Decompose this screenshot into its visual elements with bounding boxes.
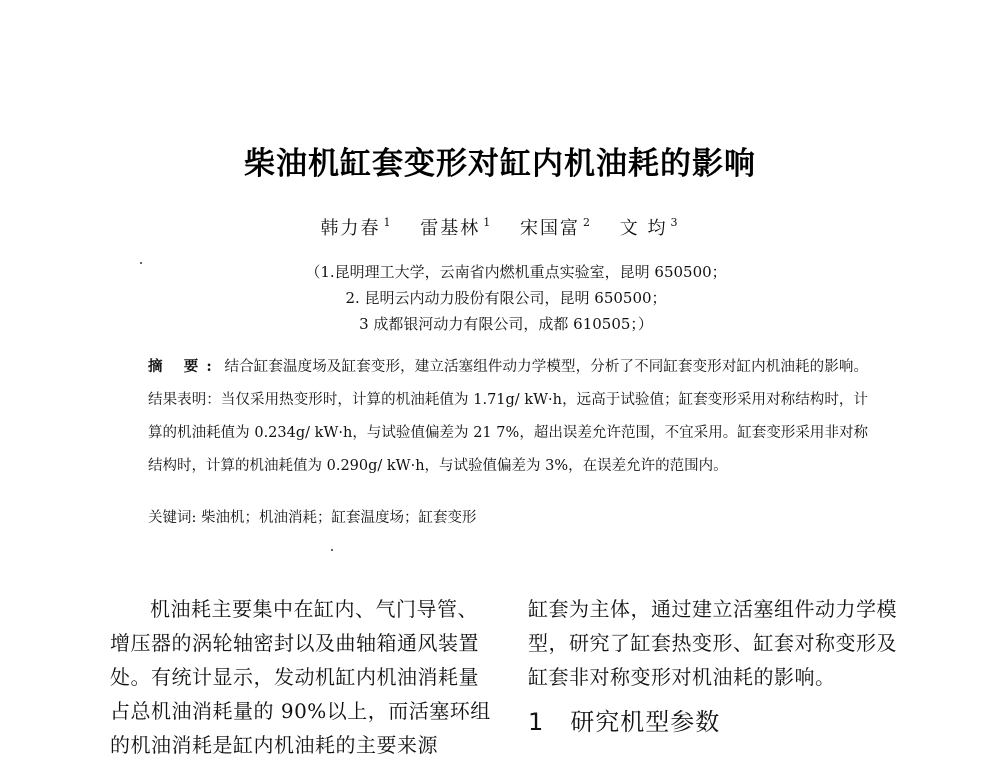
keywords <box>148 506 868 527</box>
author-affil-marker: 3 <box>670 216 680 229</box>
author-name: 韩力春 <box>320 218 381 239</box>
abstract-text: 结合缸套温度场及缸套变形，建立活塞组件动力学模型，分析了不同缸套变形对缸内机油耗的影响。结果表明：当仅采用热变形时，计算的机油耗值为 1.71g/ kW·h，远高于试验值；缸套变形采用对称结构时，计算的机油耗值为 0.234g/ kW·h，与试验值偏差为 21 7%，超出误差允许范围，不宜采用。缸套变形采用非对称结构时，计算的机油耗值为 0.290g/ kW·h，与试验值偏差为 3%，在误差允许的范围内。 <box>148 359 869 474</box>
body-right-column: 缸套为主体，通过建立活塞组件动力学模型，研究了缸套热变形、缸套对称变形及缸套非对称变形对机油耗的影响。 <box>528 597 897 689</box>
section-heading <box>528 702 720 737</box>
section-title: 研究机型参数 <box>570 708 721 736</box>
author <box>420 218 492 239</box>
keywords-text: 柴油机；机油消耗；缸套温度场；缸套变形 <box>201 510 477 526</box>
affiliation-line: 3 成都银河动力有限公司，成都 610505；） <box>359 315 653 333</box>
author-affil-marker: 2 <box>583 216 592 229</box>
author <box>620 218 680 239</box>
affiliation-line: （1.昆明理工大学，云南省内燃机重点实验室，昆明 650500； <box>305 263 727 281</box>
author-name: 宋国富 <box>520 218 580 239</box>
paper-title: 柴油机缸套变形对缸内机油耗的影响 <box>244 146 756 182</box>
body-left-column: 机油耗主要集中在缸内、气门导管、增压器的涡轮轴密封以及曲轴箱通风装置处。有统计显示，发动机缸内机油消耗量占总机油消耗量的 90%以上，而活塞环组的机油消耗是缸内机油耗的主要来源 <box>110 597 491 757</box>
author-affil-marker: 1 <box>483 216 493 229</box>
author-name: 文 均 <box>619 218 668 239</box>
author <box>321 218 393 239</box>
affiliation-line: 2. 昆明云内动力股份有限公司，昆明 650500； <box>345 289 667 307</box>
keywords-label: 关键词: <box>148 510 197 526</box>
abstract <box>148 350 868 483</box>
scan-speck <box>140 262 142 264</box>
author <box>520 218 592 239</box>
abstract-label: 摘 要: <box>148 358 220 375</box>
section-number: 1 <box>528 708 545 736</box>
author-list <box>0 214 1000 240</box>
author-affil-marker: 1 <box>383 216 393 229</box>
scan-speck <box>331 549 333 551</box>
author-name: 雷基林 <box>420 218 481 239</box>
